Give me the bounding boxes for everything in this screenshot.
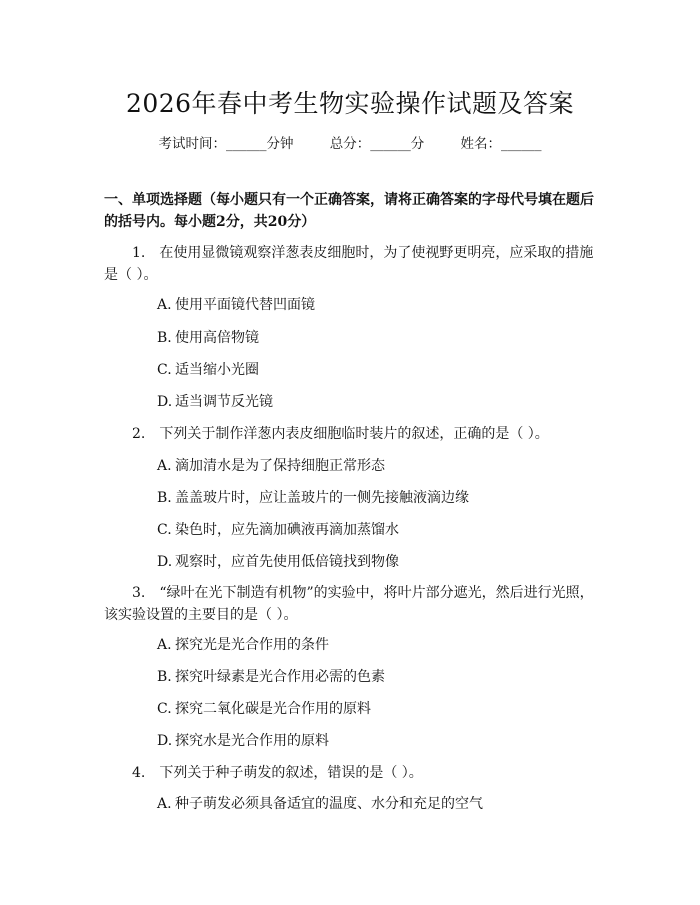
option-text: 探究二氧化碳是光合作用的原料	[175, 701, 371, 717]
option-text: 盖盖玻片时，应让盖玻片的一侧先接触液滴边缘	[175, 490, 469, 506]
question-stem: 1. 在使用显微镜观察洋葱表皮细胞时，为了使视野更明亮，应采取的措施是（ ）。	[104, 245, 594, 283]
answer-option	[157, 793, 483, 815]
option-text: 使用高倍物镜	[175, 330, 259, 346]
option-letter: A.	[157, 637, 172, 653]
question-stem: 2. 下列关于制作洋葱内表皮细胞临时装片的叙述，正确的是（ ）。	[132, 426, 549, 442]
answer-option	[157, 666, 385, 688]
answer-option	[157, 519, 399, 541]
exam-time-field: 考试时间：______分钟	[158, 136, 294, 152]
answer-option	[157, 634, 329, 656]
option-letter: C.	[157, 362, 172, 378]
option-text: 适当调节反光镜	[175, 394, 273, 410]
answer-option	[157, 698, 371, 720]
student-name-field: 姓名：______	[460, 136, 542, 152]
answer-option	[157, 730, 329, 752]
answer-option	[157, 487, 469, 509]
option-letter: D.	[157, 554, 173, 570]
answer-option	[157, 294, 315, 316]
option-letter: B.	[157, 330, 172, 346]
answer-option	[157, 551, 399, 573]
option-letter: A.	[157, 297, 172, 313]
answer-option	[157, 359, 259, 381]
option-text: 探究光是光合作用的条件	[175, 637, 329, 653]
option-text: 滴加清水是为了保持细胞正常形态	[175, 458, 385, 474]
answer-option	[157, 455, 385, 477]
option-letter: D.	[157, 394, 173, 410]
option-letter: C.	[157, 522, 172, 538]
total-score-field: 总分：______分	[329, 136, 425, 152]
option-letter: B.	[157, 490, 172, 506]
answer-option	[157, 391, 273, 413]
answer-option	[157, 327, 259, 349]
option-text: 染色时，应先滴加碘液再滴加蒸馏水	[175, 522, 399, 538]
option-text: 适当缩小光圈	[175, 362, 259, 378]
option-text: 使用平面镜代替凹面镜	[175, 297, 315, 313]
option-letter: D.	[157, 733, 173, 749]
option-text: 探究水是光合作用的原料	[175, 733, 329, 749]
exam-info-line	[0, 132, 700, 152]
option-letter: A.	[157, 796, 172, 812]
page-title: 2026年春中考生物实验操作试题及答案	[125, 89, 575, 118]
option-letter: C.	[157, 701, 172, 717]
option-text: 观察时，应首先使用低倍镜找到物像	[175, 554, 399, 570]
section-heading: 一、单项选择题（每小题只有一个正确答案，请将正确答案的字母代号填在题后的括号内。每小题2分，共20分）	[104, 192, 594, 230]
option-text: 探究叶绿素是光合作用必需的色素	[175, 669, 385, 685]
question-stem: 4. 下列关于种子萌发的叙述，错误的是（ ）。	[132, 765, 423, 781]
question-stem: 3. “绿叶在光下制造有机物”的实验中，将叶片部分遮光，然后进行光照，该实验设置的主要目的是（ ）。	[104, 585, 594, 623]
option-letter: A.	[157, 458, 172, 474]
option-text: 种子萌发必须具备适宜的温度、水分和充足的空气	[175, 796, 483, 812]
option-letter: B.	[157, 669, 172, 685]
